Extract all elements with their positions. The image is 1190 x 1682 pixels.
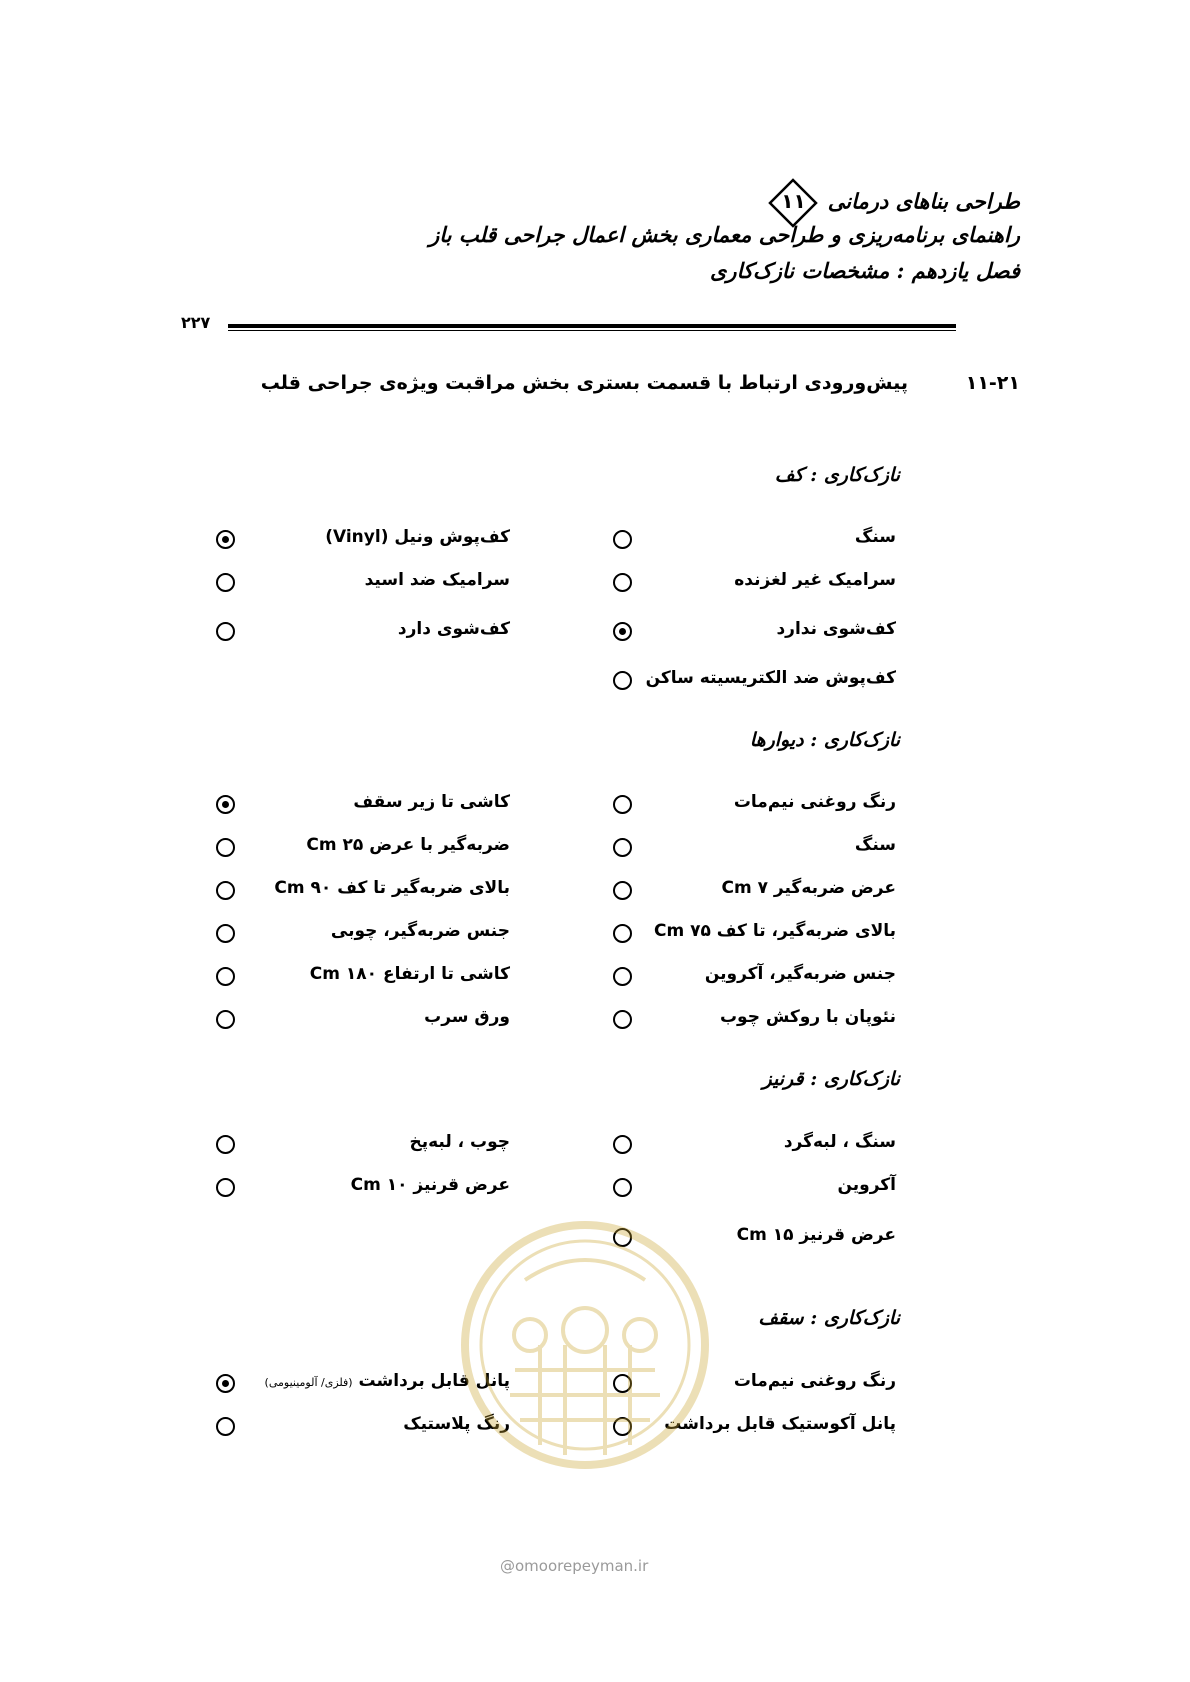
watermark-seal-icon bbox=[455, 1210, 715, 1480]
header-line-1 bbox=[766, 178, 1020, 228]
floor-option-label: سنگ bbox=[854, 527, 896, 547]
floor-heading: نازک‌کاری : کف bbox=[774, 464, 900, 486]
book-title: طراحی بناهای درمانی bbox=[827, 188, 1020, 214]
watermark-url: @omoorepeyman.ir bbox=[500, 1557, 649, 1575]
floor-option-label: سرامیک غیر لغزنده bbox=[734, 570, 896, 590]
section-number: ۱۱-۲۱ bbox=[965, 372, 1020, 394]
ceiling-radio-removable-panel[interactable] bbox=[216, 1374, 235, 1393]
walls-radio-semi-matte-paint[interactable] bbox=[613, 795, 632, 814]
floor-radio-nonslip-ceramic[interactable] bbox=[613, 573, 632, 592]
cornice-option-label: سنگ ، لبه‌گرد bbox=[783, 1132, 896, 1152]
floor-radio-acid-ceramic[interactable] bbox=[216, 573, 235, 592]
cornice-radio-stone-rounded[interactable] bbox=[613, 1135, 632, 1154]
header-line-3: فصل یازدهم : مشخصات نازک‌کاری bbox=[709, 258, 1020, 283]
floor-radio-has-drain[interactable] bbox=[216, 622, 235, 641]
walls-radio-stone[interactable] bbox=[613, 838, 632, 857]
walls-option-label: رنگ روغنی نیم‌مات bbox=[733, 792, 896, 812]
floor-radio-no-drain[interactable] bbox=[613, 622, 632, 641]
floor-radio-antistatic[interactable] bbox=[613, 671, 632, 690]
header-rule bbox=[228, 324, 956, 331]
ceiling-option-label: پانل آکوستیک قابل برداشت bbox=[664, 1414, 896, 1434]
walls-radio-bumper-90[interactable] bbox=[216, 881, 235, 900]
cornice-radio-wood-chamfered[interactable] bbox=[216, 1135, 235, 1154]
walls-option-label: ورق سرب bbox=[424, 1007, 510, 1027]
cornice-option-label: عرض قرنیز ۱۰ Cm bbox=[350, 1175, 510, 1195]
walls-radio-tile-to-ceiling[interactable] bbox=[216, 795, 235, 814]
walls-option-label: جنس ضربه‌گیر، آکروین bbox=[704, 964, 896, 984]
cornice-option-label: عرض قرنیز ۱۵ Cm bbox=[736, 1225, 896, 1245]
walls-option-label: کاشی تا زیر سقف bbox=[353, 792, 510, 812]
walls-option-label: ضربه‌گیر با عرض ۲۵ Cm bbox=[306, 835, 510, 855]
section-title: پیش‌ورودی ارتباط با قسمت بستری بخش مراقبت ویژه‌ی جراحی قلب bbox=[260, 372, 908, 394]
floor-option-label: کف‌شوی دارد bbox=[397, 619, 510, 639]
floor-option-label: کف‌پوش ونیل (Vinyl) bbox=[325, 527, 510, 547]
walls-option-label: بالای ضربه‌گیر، تا کف ۷۵ Cm bbox=[653, 921, 896, 941]
cornice-radio-acrovyn[interactable] bbox=[613, 1178, 632, 1197]
floor-option-label: کف‌شوی ندارد bbox=[776, 619, 896, 639]
floor-radio-vinyl[interactable] bbox=[216, 530, 235, 549]
ceiling-heading: نازک‌کاری : سقف bbox=[758, 1307, 900, 1329]
ceiling-radio-plastic-paint[interactable] bbox=[216, 1417, 235, 1436]
ceiling-option-text: پانل قابل برداشت bbox=[358, 1371, 510, 1391]
ceiling-radio-semi-matte-paint[interactable] bbox=[613, 1374, 632, 1393]
walls-radio-wood-chipboard[interactable] bbox=[613, 1010, 632, 1029]
walls-radio-bumper-75[interactable] bbox=[613, 924, 632, 943]
cornice-option-label: چوب ، لبه‌پخ bbox=[409, 1132, 510, 1152]
chapter-badge bbox=[768, 178, 818, 228]
walls-radio-lead-sheet[interactable] bbox=[216, 1010, 235, 1029]
floor-option-label: کف‌پوش ضد الکتریسیته ساکن bbox=[645, 668, 896, 688]
walls-radio-bumper-25[interactable] bbox=[216, 838, 235, 857]
floor-option-label: سرامیک ضد اسید bbox=[364, 570, 510, 590]
chapter-number: ۱۱ bbox=[781, 189, 806, 213]
walls-option-label: سنگ bbox=[854, 835, 896, 855]
ceiling-option-label: رنگ روغنی نیم‌مات bbox=[733, 1371, 896, 1391]
walls-heading: نازک‌کاری : دیوارها bbox=[749, 729, 900, 751]
walls-option-label: بالای ضربه‌گیر تا کف ۹۰ Cm bbox=[274, 878, 510, 898]
walls-option-label: عرض ضربه‌گیر ۷ Cm bbox=[721, 878, 896, 898]
walls-option-label: کاشی تا ارتفاع ۱۸۰ Cm bbox=[309, 964, 510, 984]
walls-option-label: جنس ضربه‌گیر، چوبی bbox=[330, 921, 510, 941]
walls-radio-acrovyn[interactable] bbox=[613, 967, 632, 986]
walls-option-label: نئوپان با روکش چوب bbox=[719, 1007, 896, 1027]
cornice-option-label: آکروین bbox=[837, 1175, 896, 1195]
walls-radio-bumper-7[interactable] bbox=[613, 881, 632, 900]
cornice-heading: نازک‌کاری : قرنیز bbox=[762, 1068, 900, 1090]
cornice-radio-width-10[interactable] bbox=[216, 1178, 235, 1197]
ceiling-option-label: رنگ پلاستیک bbox=[403, 1414, 510, 1434]
ceiling-option-note: (فلزی/ آلومینیومی) bbox=[264, 1376, 353, 1389]
walls-radio-wood-bumper[interactable] bbox=[216, 924, 235, 943]
ceiling-radio-acoustic-panel[interactable] bbox=[613, 1417, 632, 1436]
floor-radio-stone[interactable] bbox=[613, 530, 632, 549]
ceiling-option-label bbox=[265, 1371, 510, 1391]
cornice-radio-width-15[interactable] bbox=[613, 1228, 632, 1247]
walls-radio-tile-180[interactable] bbox=[216, 967, 235, 986]
page-number: ۲۲۷ bbox=[181, 313, 211, 332]
header-line-2: راهنمای برنامه‌ریزی و طراحی معماری بخش اعمال جراحی قلب باز bbox=[429, 222, 1020, 247]
